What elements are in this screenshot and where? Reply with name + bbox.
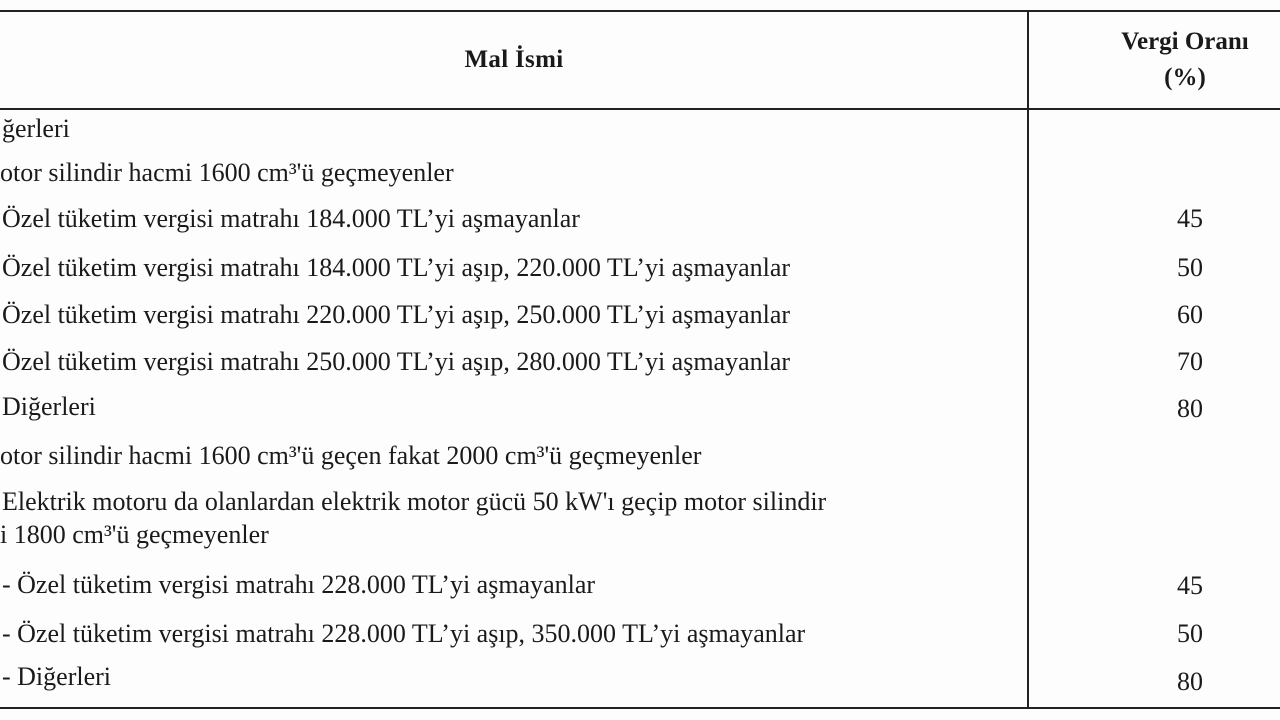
column-divider	[1027, 10, 1029, 709]
table-row-rate: 50	[1177, 253, 1203, 282]
table-row-text: otor silindir hacmi 1600 cm³'ü geçen fakat 2000 cm³'ü geçmeyenler	[0, 441, 702, 470]
table-row-rate: 70	[1177, 347, 1203, 376]
table-row-text: Elektrik motoru da olanlardan elektrik motor gücü 50 kW'ı geçip motor silindir	[2, 487, 827, 516]
table-row-rate: 45	[1177, 571, 1203, 600]
table-row-text: i 1800 cm³'ü geçmeyenler	[0, 520, 269, 549]
table-row-text: ğerleri	[2, 114, 70, 143]
header-tax-rate-unit: (%)	[1164, 64, 1206, 91]
table-bottom-border	[0, 707, 1280, 709]
table-row-rate: 80	[1177, 667, 1203, 696]
table-row-text: Diğerleri	[2, 392, 96, 421]
table-row-text: - Diğerleri	[2, 662, 112, 691]
table-row-text: - Özel tüketim vergisi matrahı 228.000 TL’yi aşmayanlar	[2, 570, 596, 599]
table-row-rate: 60	[1177, 300, 1203, 329]
header-bottom-border	[0, 108, 1280, 110]
table-row-text: otor silindir hacmi 1600 cm³'ü geçmeyenler	[0, 158, 454, 187]
table-row-text: - Özel tüketim vergisi matrahı 228.000 TL’yi aşıp, 350.000 TL’yi aşmayanlar	[2, 619, 806, 648]
table-row-rate: 45	[1177, 204, 1203, 233]
header-goods-name: Mal İsmi	[464, 46, 564, 73]
table-row-rate: 50	[1177, 619, 1203, 648]
table-row-text: Özel tüketim vergisi matrahı 220.000 TL’yi aşıp, 250.000 TL’yi aşmayanlar	[2, 300, 791, 329]
header-tax-rate	[1030, 12, 1280, 108]
table-row-rate: 80	[1177, 394, 1203, 423]
table-row-text: Özel tüketim vergisi matrahı 184.000 TL’yi aşmayanlar	[2, 204, 580, 233]
header-tax-rate-title: Vergi Oranı	[1121, 28, 1249, 55]
table-row-text: Özel tüketim vergisi matrahı 250.000 TL’yi aşıp, 280.000 TL’yi aşmayanlar	[2, 347, 791, 376]
table-row-text: Özel tüketim vergisi matrahı 184.000 TL’yi aşıp, 220.000 TL’yi aşmayanlar	[2, 253, 791, 282]
